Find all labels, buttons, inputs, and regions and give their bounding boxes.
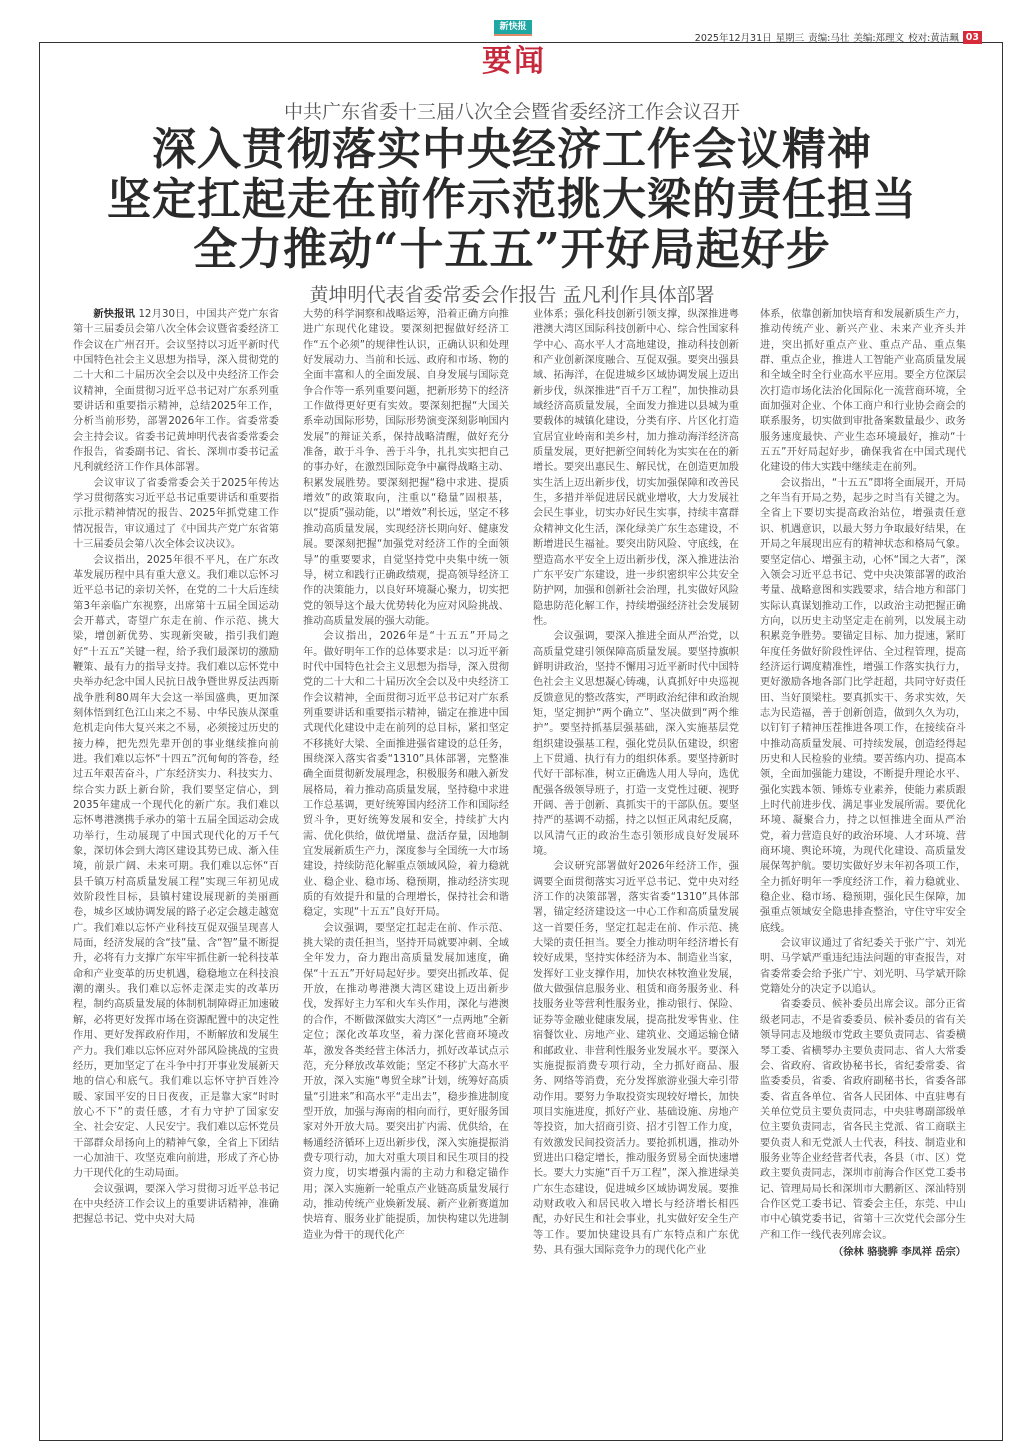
paragraph: 会议指出，2026年是“十五五”开局之年。做好明年工作的总体要求是：以习近平新时代中国特色社会主义思想为指导，深入贯彻党的二十大和二十届历次全会以及中央经济工作会议精神，全面贯彻习近平总书记对广东系列重要讲话和重要指示精神，锚定在推进中国式现代化建设中走在前列的总目标，紧扣坚定不移挑好大梁、全面推进强省建设的总任务，围绕深入落实省委“1310”具体部署，完整准确全面贯彻新发展理念，积极服务和融入新发展格局，着力推动高质量发展，坚持稳中求进工作总基调，更好统筹国内经济工作和国际经贸斗争，更好统筹发展和安全，持续扩大内需、优化供给，做优增量、盘活存量，因地制宜发展新质生产力，深度参与全国统一大市场建设，持续防范化解重点领域风险，着力稳就业、稳企业、稳市场、稳预期，推动经济实现质的有效提升和量的合理增长，保持社会和谐稳定，实现“十五五”良好开局。	[303, 631, 509, 919]
headline-line-2: 坚定扛起走在前作示范挑大梁的责任担当	[107, 174, 917, 225]
article-column-1	[73, 307, 279, 1427]
paragraph: 会议审议通过了省纪委关于张广宁、刘光明、马学斌严重违纪违法问题的审查报告，对省委常委会给予张广宁、刘光明、马学斌开除党籍处分的决定予以追认。	[760, 938, 966, 996]
page-meta	[695, 30, 982, 44]
paragraph: 会议审议了省委常委会关于2025年传达学习贯彻落实习近平总书记重要讲话和重要指示批示精神情况的报告、2025年抓党建工作情况报告，审议通过了《中国共产党广东省第十三届委员会第八次全体会议决议》。	[73, 477, 279, 551]
paragraph: 会议指出，“十五五”即将全面展开，开局之年当有开局之势，起步之时当有关键之为。全省上下要切实提高政治站位，增强责任意识、机遇意识，以最大努力争取最好结果，在开局之年展现出应有的精神状态和格局气象。要坚定信心、增强主动，心怀“国之大者”，深入领会习近平总书记、党中央决策部署的政治考量、战略意图和实践要求，结合地方和部门实际认真谋划推动工作，以政治主动把握正确方向，以历史主动坚定走在前列，以发展主动积累竞争胜势。要锚定目标、加力提速，紧盯年度任务做好阶段性评估、全过程管理，提高经济运行调度精准性，增强工作落实执行力，更好激励各地各部门比学赶超，共同守好责任田、当好顶梁柱。要真抓实干、务求实效，矢志为民造福，善于创新创造，做到久久为功，以钉钉子精神压茬推进各项工作，在接续奋斗中推动高质量发展、可持续发展，创造经得起历史和人民检验的业绩。要苦练内功、提高本领，全面加强能力建设，不断提升理论水平、强化实践本领、锤炼专业素养，使能力素质跟上时代前进步伐、满足事业发展所需。要优化环境、凝聚合力，持之以恒推进全面从严治党，着力营造良好的政治环境、人才环境、营商环境、舆论环境，为现代化建设、高质量发展保驾护航。要切实做好岁末年初各项工作，全力抓好明年一季度经济工作，着力稳就业、稳企业、稳市场、稳预期，强化民生保障，加强重点领域安全隐患排查整治，守住守牢安全底线。	[760, 477, 966, 934]
article-column-4	[760, 307, 966, 1427]
lead-label: 新快报讯	[93, 309, 135, 320]
section-title: 要闻	[482, 44, 546, 79]
paragraph	[73, 307, 279, 476]
paragraph: 省委委员、候补委员出席会议。部分正省级老同志，不是省委委员、候补委员的省有关领导同志及地级市党政主要负责同志、省委横琴工委、省横琴办主要负责同志、省人大常委会、省政府、省政协秘书长，省纪委常委、省监委委员，省委、省政府副秘书长，省委各部委、省直各单位、省各人民团体、中直驻粤有关单位党员主要负责同志，中央驻粤副部级单位主要负责同志，省各民主党派、省工商联主要负责人和无党派人士代表，科技、制造业和服务业等企业经营者代表，各县（市、区）党政主要负责同志，深圳市前海合作区党工委书记、管理局局长和深圳市大鹏新区、深汕特别合作区党工委书记、管委会主任，东莞、中山市中心镇党委书记，省第十三次党代会部分生产和工作一线代表列席会议。	[760, 999, 966, 1241]
paragraph: 大势的科学洞察和战略运筹，沿着正确方向推进广东现代化建设。要深刻把握做好经济工作“五个必须”的规律性认识，正确认识和处理好发展动力、当前和长远、政府和市场、物的全面丰富和人的全面发展、自身发展与国际竞争合作等一系列重要问题，把新形势下的经济工作做得更好更有实效。要深刻把握“大国关系牵动国际形势，国际形势演变深刻影响国内发展”的辩证关系，保持战略清醒，做好充分准备，敢于斗争、善于斗争，扎扎实实把自己的事办好，在激烈国际竞争中赢得战略主动、积累发展胜势。要深刻把握“稳中求进、提质增效”的政策取向，注重以“稳量”固根基，以“提质”强动能，以“增效”利长远，坚定不移推动高质量发展，实现经济长期向好、健康发展。要深刻把握“加强党对经济工作的全面领导”的重要要求，自觉坚持党中央集中统一领导，树立和践行正确政绩观，提高领导经济工作的决策能力，以良好环境凝心聚力，切实把党的领导这个最大优势转化为应对风险挑战、推动高质量发展的强大动能。	[303, 309, 509, 627]
paragraph: 会议研究部署做好2026年经济工作，强调要全面贯彻落实习近平总书记、党中央对经济工作的决策部署，落实省委“1310”具体部署，锚定经济建设这一中心工作和高质量发展这一首要任务，坚定扛起走在前、作示范、挑大梁的责任担当。要全力推动明年经济增长有较好成果，坚持实体经济为本、制造业当家，发挥好工业支撑作用，加快农林牧渔业发展，做大做强信息服务业、租赁和商务服务业、科技服务业等营利性服务业，推动银行、保险、证券等金融业健康发展，提高批发零售业、住宿餐饮业、房地产业、建筑业、交通运输仓储和邮政业、非营利性服务业发展水平。要深入实施提振消费专项行动，全力抓好商品、服务、网络等消费，充分发挥旅游业强大牵引带动作用。要努力争取投资实现较好增长，加快项目实施进度，抓好产业、基础设施、房地产等投资，加大招商引资、招才引智工作力度，有效激发民间投资活力。要抢抓机遇，推动外贸进出口稳定增长，推动服务贸易全面快速增长。要大力实施“百千万工程”，深入推进绿美广东生态建设，促进城乡区域协调发展。要推动财政收入和居民收入增长与经济增长相匹配，办好民生和社会事业，扎实做好安全生产等工作。要加快建设具有广东特点和广东优势、具有强大国际竞争力的现代化产业	[533, 861, 739, 1256]
newspaper-logo: 新快报	[494, 20, 532, 36]
paragraph: 会议强调，要深入学习贯彻习近平总书记在中央经济工作会议上的重要讲话精神，准确把握总书记、党中央对大局	[73, 1183, 279, 1226]
designer: 美编:郑理文	[853, 33, 905, 44]
article-byline: （徐林 骆骁骅 李凤祥 岳宗）	[833, 1246, 966, 1258]
proofreader: 校对:黄洁珮	[908, 33, 959, 44]
paragraph: 业体系；强化科技创新引领支撑，纵深推进粤港澳大湾区国际科技创新中心、综合性国家科学中心、高水平人才高地建设，推动科技创新和产业创新深度融合、互促双强。要突出强县域、拓海洋，在促进城乡区域协调发展上迈出新步伐，纵深推进“百千万工程”，加快推动县域经济高质量发展，全面发力推进以县城为重要载体的城镇化建设，分类有序、片区化打造宜居宜业岭南和美乡村，加力推动海洋经济高质量发展，更好把新空间转化为实实在在的新增长。要突出惠民生、解民忧，在创造更加殷实生活上迈出新步伐，切实加强保障和改善民生，多措并举促进居民就业增收，大力发展社会民生事业，切实办好民生实事，持续丰富群众精神文化生活，深化绿美广东生态建设，不断增进民生福祉。要突出防风险、守底线，在塑造高水平安全上迈出新步伐，深入推进法治广东平安广东建设，进一步织密织牢公共安全防护网，加强和创新社会治理，扎实做好风险隐患防范化解工作，持续增强经济社会发展韧性。	[533, 309, 739, 627]
editor: 责编:马壮	[808, 33, 850, 44]
issue-date: 2025年12月31日	[694, 33, 772, 44]
paragraph-text: 12月30日，中国共产党广东省第十三届委员会第八次全体会议暨省委经济工作会议在广州召开。会议坚持以习近平新时代中国特色社会主义思想为指导，深入贯彻党的二十大和二十届历次全会以及中央经济工作会议精神，全面贯彻习近平总书记对广东系列重要讲话和重要指示精神，总结2025年工作，分析当前形势，部署2026年工作。省委常委会主持会议。省委书记黄坤明代表省委常委会作报告，省委副书记、省长、深圳市委书记孟凡利就经济工作作具体部署。	[73, 309, 279, 474]
issue-weekday: 星期三	[775, 33, 805, 44]
paragraph: 会议指出，2025年很不平凡，在广东改革发展历程中具有重大意义。我们难以忘怀习近平总书记的亲切关怀，在党的二十大后连续第3年亲临广东视察，出席第十五届全国运动会开幕式，寄望广东走在前、作示范、挑大梁，增创新优势、实现新突破，指引我们跑好“十五五”关键一程，给予我们最深切的激励鞭策、最有力的指导支持。我们难以忘怀党中央举办纪念中国人民抗日战争暨世界反法西斯战争胜利80周年大会这一举国盛典，更加深刻体悟到红色江山来之不易、中华民族从深重危机走向伟大复兴来之不易，必须接过历史的接力棒，把先烈先辈开创的事业继续推向前进。我们难以忘怀“十四五”沉甸甸的答卷，经过五年艰苦奋斗，广东经济实力、科技实力、综合实力跃上新台阶，我们要坚定信心，到2035年建成一个现代化的新广东。我们难以忘怀粤港澳携手承办的第十五届全国运动会成功举行，生动展现了中国式现代化的万千气象，深切体会到大湾区建设其势已成、渐入佳境，前景广阔、未来可期。我们难以忘怀“百县千镇万村高质量发展工程”实现三年初见成效阶段性目标，县镇村建设展现新的美丽画卷，城乡区域协调发展的路子必定会越走越宽广。我们难以忘怀产业科技互促双强呈现喜人局面，经济发展的含“技”量、含“智”量不断提升，必将有力支撑广东牢牢抓住新一轮科技革命和产业变革的历史机遇，稳稳地立在科技浪潮的潮头。我们难以忘怀走深走实的改革历程，制约高质量发展的体制机制障碍正加速破解，必将更好发挥市场在资源配置中的决定性作用、更好发挥政府作用，不断解放和发展生产力。我们难以忘怀应对外部风险挑战的宝贵经历，更加坚定了在斗争中打开事业发展新天地的信心和底气。我们难以忘怀守护百姓冷暖、家国平安的日日夜夜，正是靠大家“时时放心不下”的责任感，才有力守护了国家安全、社会安定、人民安宁。我们难以忘怀党员干部群众昂扬向上的精神气象，全省上下团结一心加油干、攻坚克难向前进，形成了齐心协力干现代化的生动局面。	[73, 554, 279, 1180]
paragraph: 体系，依靠创新加快培育和发展新质生产力，推动传统产业、新兴产业、未来产业齐头并进，突出抓好重点产业、重点产品、重点集群、重点企业，推进人工智能产业高质量发展和全域全时全行业高水平应用。要全方位深层次打造市场化法治化国际化一流营商环境，全面加强对企业、个体工商户和行业协会商会的联系服务，切实做到审批备案数量最少、政务服务速度最快、产业生态环境最好，推动“十五五”开好局起好步，确保我省在中国式现代化建设的伟大实践中继续走在前列。	[760, 309, 966, 474]
article-subhead: 黄坤明代表省委常委会作报告 孟凡利作具体部署	[309, 284, 715, 306]
page-number-badge: 03	[963, 31, 982, 44]
paragraph: 会议强调，要坚定扛起走在前、作示范、挑大梁的责任担当，坚持开局就要冲刺、全域全年发力，奋力跑出高质量发展加速度，确保“十五五”开好局起好步。要突出抓改革、促开放，在推动粤港澳大湾区建设上迈出新步伐，发挥好主力军和火车头作用，深化与港澳的合作，不断做深做实大湾区“一点两地”全新定位；深化改革攻坚，着力深化营商环境改革，激发各类经营主体活力，抓好改革试点示范，充分释放改革效能；坚定不移扩大高水平开放，深入实施“粤贸全球”计划，统筹好高质量“引进来”和高水平“走出去”，稳步推进制度型开放，加强与海南的相向而行，更好服务国家对外开放大局。要突出扩内需、优供给，在畅通经济循环上迈出新步伐，深入实施提振消费专项行动，加大对重大项目和民生项目的投资力度，切实增强内需的主动力和稳定锚作用；深入实施新一轮重点产业链高质量发展行动，推动传统产业焕新发展、新产业新赛道加快培育、服务业扩能提质，加快构建以先进制造业为骨干的现代化产	[303, 922, 509, 1241]
paragraph: 会议强调，要深入推进全面从严治党，以高质量党建引领保障高质量发展。要坚持旗帜鲜明讲政治，坚持不懈用习近平新时代中国特色社会主义思想凝心铸魂，认真抓好中央巡视反馈意见的整改落实，严明政治纪律和政治规矩，坚定拥护“两个确立”、坚决做到“两个维护”。要坚持抓基层强基础，深入实施基层党组织建设强基工程，强化党员队伍建设，织密上下贯通、执行有力的组织体系。要坚持新时代好干部标准，树立正确选人用人导向，选优配强各级领导班子，打造一支党性过硬、视野开阔、善于创新、真抓实干的干部队伍。要坚持严的基调不动摇，持之以恒正风肃纪反腐，以风清气正的政治生态引领形成良好发展环境。	[533, 631, 739, 858]
article-kicker: 中共广东省委十三届八次全会暨省委经济工作会议召开	[283, 101, 740, 123]
headline-line-1: 深入贯彻落实中央经济工作会议精神	[152, 124, 872, 175]
article-column-3	[533, 307, 739, 1427]
article-column-2	[303, 307, 509, 1427]
headline-line-3: 全力推动“十五五”开好局起好步	[193, 224, 831, 275]
